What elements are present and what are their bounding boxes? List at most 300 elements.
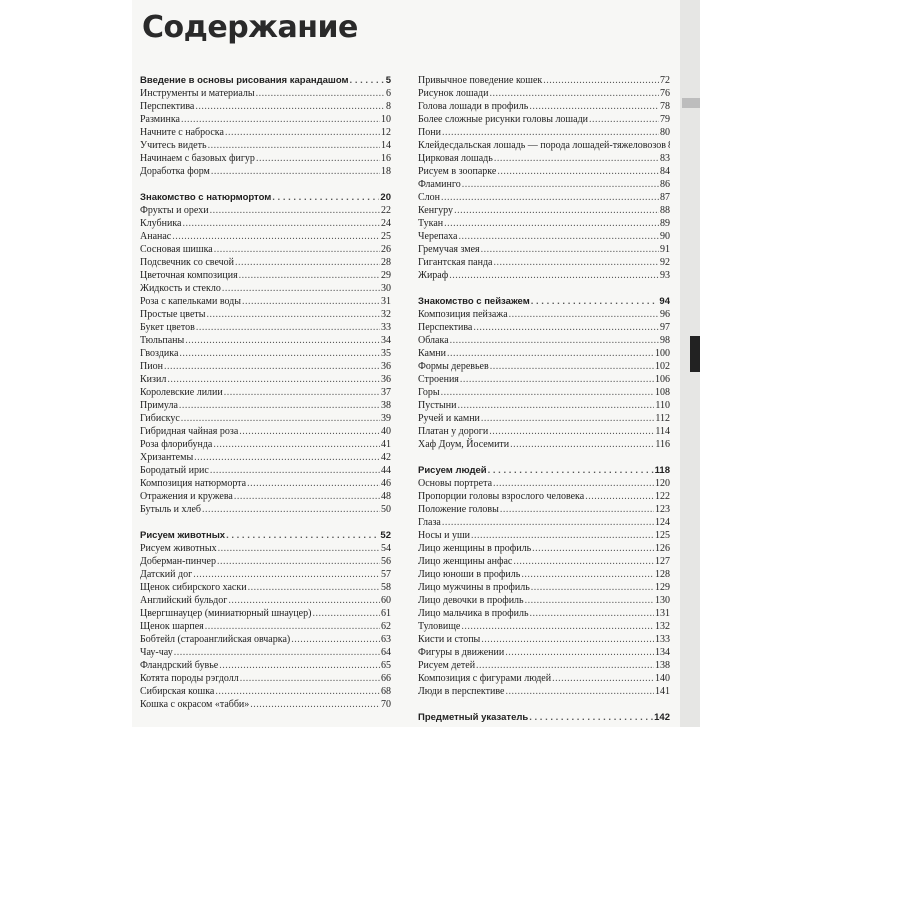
dot-leader [441,386,654,399]
toc-entry-page: 46 [381,478,391,489]
dot-leader [218,542,380,555]
toc-entry-title: Камни [418,348,447,359]
dot-leader [291,633,380,646]
toc-entry-title: Привычное поведение кошек [418,75,543,86]
dot-leader [272,191,379,204]
toc-entry-title: Клубника [140,218,182,229]
dot-leader [181,113,380,126]
toc-entry-title: Букет цветов [140,322,195,333]
toc-entry-title: Жираф [418,270,449,281]
toc-entry-page: 88 [660,205,670,216]
toc-entry-page: 31 [381,296,391,307]
toc-entry-title: Гибискус [140,413,180,424]
dot-leader [505,685,654,698]
toc-entry-page: 22 [381,205,391,216]
toc-entry-title: Лицо мужчины в профиль [418,582,530,593]
dot-leader [211,165,380,178]
toc-entry-page: 29 [381,270,391,281]
toc-entry-page: 24 [381,218,391,229]
dot-leader [164,360,380,373]
dot-leader [225,126,380,139]
dot-leader [471,529,654,542]
dot-leader [213,438,380,451]
toc-entry-title: Подсвечник со свечой [140,257,235,268]
toc-left-column [140,74,391,724]
dot-leader [481,243,659,256]
toc-entry-page: 72 [660,75,670,86]
toc-entry [418,672,670,685]
toc-entry-title: Роза флорибунда [140,439,213,450]
toc-section-heading [140,74,391,87]
dot-leader [460,373,654,386]
toc-entry-title: Отражения и кружева [140,491,233,502]
dot-leader [585,490,654,503]
toc-entry-page: 87 [660,192,670,203]
toc-entry [418,620,670,633]
toc-entry-title: Тюльпаны [140,335,185,346]
toc-entry-title: Цирковая лошадь [418,153,493,164]
toc-entry-title: Кизил [140,374,167,385]
toc-entry [140,347,391,360]
toc-entry-title: Ананас [140,231,172,242]
toc-entry-title: Пустыни [418,400,457,411]
toc-entry-page: 141 [655,686,670,697]
toc-entry [140,334,391,347]
dot-leader [531,295,659,308]
toc-entry-title: Глаза [418,517,441,528]
toc-entry [418,334,670,347]
dot-leader [529,711,653,724]
toc-entry [418,100,670,113]
toc-entry-page: 126 [655,543,670,554]
dot-leader [256,87,385,100]
dot-leader [312,607,380,620]
toc-section [140,191,391,516]
toc-entry-page: 28 [381,257,391,268]
dot-leader [490,360,654,373]
toc-section-heading [140,191,391,204]
toc-entry [140,217,391,230]
dot-leader [525,594,654,607]
toc-entry [140,243,391,256]
toc-entry-title: Бородатый ирис [140,465,209,476]
dot-leader [350,74,385,87]
toc-entry-title: Кисти и стопы [418,634,481,645]
toc-entry-title: Положение головы [418,504,499,515]
toc-entry-title: Лицо женщины в профиль [418,543,532,554]
dot-leader [458,230,659,243]
toc-entry [418,191,670,204]
toc-entry [418,126,670,139]
dot-leader [202,503,380,516]
dot-leader [206,308,380,321]
toc-entry [418,633,670,646]
toc-entry-title: Ручей и камни [418,413,480,424]
dot-leader [234,490,380,503]
toc-entry-page: 131 [655,608,670,619]
toc-entry [140,360,391,373]
toc-entry [418,490,670,503]
toc-entry [140,204,391,217]
dot-leader [196,321,380,334]
toc-entry-title: Знакомство с натюрмортом [140,192,272,203]
toc-entry-title: Люди в перспективе [418,686,505,697]
toc-entry-title: Лицо девочки в профиль [418,595,524,606]
dot-leader [210,464,380,477]
toc-entry-title: Чау-чау [140,647,173,658]
toc-entry-title: Доработка форм [140,166,210,177]
toc-entry-title: Доберман-пинчер [140,556,216,567]
toc-entry-title: Хаф Доум, Йосемити [418,439,510,450]
toc-entry-title: Более сложные рисунки головы лошади [418,114,589,125]
toc-entry [418,503,670,516]
dot-leader [543,74,659,87]
toc-entry-title: Датский дог [140,569,193,580]
toc-entry-title: Английский бульдог [140,595,228,606]
toc-entry [140,698,391,711]
dot-leader [442,516,654,529]
dot-leader [457,399,654,412]
toc-entry-page: 25 [381,231,391,242]
toc-entry-title: Цвергшнауцер (миниатюрный шнауцер) [140,608,312,619]
toc-entry-page: 34 [381,335,391,346]
toc-entry [418,230,670,243]
toc-entry-page: 8 [386,101,391,112]
toc-entry [140,659,391,672]
dot-leader [185,334,380,347]
toc-entry-page: 123 [655,504,670,515]
dot-leader [179,347,380,360]
toc-entry [140,477,391,490]
toc-entry-page: 112 [655,413,670,424]
toc-entry-page [668,139,670,152]
toc-entry-page: 12 [381,127,391,138]
toc-entry [418,516,670,529]
toc-entry [418,347,670,360]
toc-entry [140,542,391,555]
toc-entry-page: 5 [385,75,391,86]
toc-entry-title: Композиция натюрморта [140,478,247,489]
dot-leader [529,100,659,113]
toc-entry-page: 120 [655,478,670,489]
toc-entry [140,256,391,269]
toc-entry [140,282,391,295]
dot-leader [454,204,659,217]
toc-entry-title: Композиция пейзажа [418,309,508,320]
dot-leader [473,321,659,334]
dot-leader [167,373,380,386]
toc-entry-page: 66 [381,673,391,684]
dot-leader [222,282,380,295]
toc-entry-page: 127 [655,556,670,567]
toc-entry-title: Гвоздика [140,348,179,359]
dot-leader [210,204,380,217]
dot-leader [235,256,380,269]
toc-entry-title: Фигуры в движении [418,647,505,658]
toc-entry-title: Жидкость и стекло [140,283,221,294]
dot-leader [442,126,659,139]
toc-entry-page: 110 [655,400,670,411]
toc-entry-page: 68 [381,686,391,697]
dot-leader [505,646,654,659]
toc-entry-page: 93 [660,270,670,281]
toc-entry-page: 83 [660,153,670,164]
toc-entry-page: 37 [381,387,391,398]
toc-entry [418,139,670,152]
toc-entry-page: 18 [381,166,391,177]
toc-entry [140,386,391,399]
dot-leader [481,633,654,646]
toc-entry-page: 138 [655,660,670,671]
toc-entry-page: 76 [660,88,670,99]
dot-leader [449,269,659,282]
toc-entry [140,607,391,620]
dot-leader [205,620,380,633]
toc-entry [418,204,670,217]
dot-leader [181,412,380,425]
toc-entry-title: Знакомство с пейзажем [418,296,530,307]
toc-entry-page: 20 [380,192,391,203]
toc-entry-title: Рисунок лошади [418,88,489,99]
toc-entry-title: Котята породы рэгдолл [140,673,239,684]
toc-entry [140,555,391,568]
toc-entry-page: 44 [381,465,391,476]
dot-leader [447,347,654,360]
toc-entry-page: 10 [381,114,391,125]
toc-entry-title: Рисуем людей [418,465,487,476]
toc-entry-title: Простые цветы [140,309,206,320]
toc-entry-title: Лицо юноши в профиль [418,569,521,580]
toc-entry [418,152,670,165]
toc-entry-title: Щенок шарпея [140,621,204,632]
dot-leader [462,178,659,191]
dot-leader [193,568,380,581]
toc-entry-title: Строения [418,374,459,385]
dot-leader [476,659,654,672]
toc-entry [418,256,670,269]
toc-entry-title: Слон [418,192,441,203]
dot-leader [494,256,660,269]
toc-entry-page: 114 [655,426,670,437]
toc-entry [418,685,670,698]
toc-entry-title: Основы портрета [418,478,493,489]
toc-entry-page: 26 [381,244,391,255]
dot-leader [240,672,380,685]
toc-entry [418,113,670,126]
toc-entry-page: 128 [655,569,670,580]
toc-entry [140,581,391,594]
toc-section [140,529,391,711]
toc-entry [140,685,391,698]
dot-leader [494,152,659,165]
toc-entry-title: Сосновая шишка [140,244,213,255]
page-edge-marker [682,98,700,108]
dot-leader [215,685,380,698]
toc-entry-title: Рисуем детей [418,660,476,671]
toc-entry-title: Пион [140,361,163,372]
toc-entry-title: Рисуем животных [140,530,226,541]
dot-leader [490,87,660,100]
toc-entry [140,100,391,113]
toc-entry [140,425,391,438]
toc-entry-page: 36 [381,361,391,372]
toc-entry-page: 142 [654,712,670,723]
toc-entry [418,360,670,373]
toc-entry [140,412,391,425]
toc-entry-page: 62 [381,621,391,632]
dot-leader [219,659,380,672]
dot-leader [194,451,380,464]
toc-entry-page: 89 [660,218,670,229]
toc-entry-title: Разминка [140,114,180,125]
toc-entry-title: Бобтейл (староанглийская овчарка) [140,634,291,645]
toc-entry-title: Тукан [418,218,444,229]
toc-entry-page: 40 [381,426,391,437]
toc-entry-page: 90 [660,231,670,242]
toc-entry-title: Гигантская панда [418,257,493,268]
toc-entry [140,399,391,412]
toc-entry-page: 116 [655,439,670,450]
toc-section-heading [140,529,391,542]
dot-leader [481,412,654,425]
toc-entry-page: 60 [381,595,391,606]
toc-entry-title: Перспектива [140,101,195,112]
toc-entry-page: 96 [660,309,670,320]
toc-entry-page: 32 [381,309,391,320]
toc-entry [418,438,670,451]
toc-entry-page: 118 [654,465,670,476]
toc-entry-page: 140 [655,673,670,684]
toc-entry-title: Бутыль и хлеб [140,504,202,515]
dot-leader [532,542,654,555]
toc-entry-page: 102 [655,361,670,372]
toc-section [418,711,670,724]
toc-entry [140,672,391,685]
toc-entry-page: 6 [386,88,391,99]
dot-leader [509,308,659,321]
toc-entry-title: Цветочная композиция [140,270,238,281]
toc-section-heading [418,711,670,724]
toc-entry-page: 84 [660,166,670,177]
toc-entry [418,568,670,581]
dot-leader [242,295,380,308]
toc-entry-title: Фландрский бувье [140,660,219,671]
toc-entry-page: 125 [655,530,670,541]
toc-entry [140,230,391,243]
dot-leader [510,438,654,451]
toc-entry-page: 106 [655,374,670,385]
toc-entry [140,633,391,646]
dot-leader [182,217,380,230]
dot-leader [589,113,659,126]
toc-entry [418,217,670,230]
toc-entry-page: 14 [381,140,391,151]
toc-entry [418,87,670,100]
toc-section [418,74,670,282]
toc-entry [140,373,391,386]
toc-entry [418,477,670,490]
toc-entry [418,412,670,425]
toc-entry [418,165,670,178]
toc-entry-title: Гибридная чайная роза [140,426,239,437]
toc-entry [418,308,670,321]
toc-entry [418,178,670,191]
toc-entry-page: 132 [655,621,670,632]
toc-entry-page: 108 [655,387,670,398]
toc-entry-title: Перспектива [418,322,473,333]
toc-entry [418,529,670,542]
toc-section-heading [418,295,670,308]
dot-leader [531,581,654,594]
toc-entry [418,243,670,256]
dot-leader [248,581,380,594]
toc-entry-page: 94 [659,296,670,307]
toc-section-heading [418,464,670,477]
toc-entry-title: Лицо женщины анфас [418,556,513,567]
toc-entry-page: 80 [660,127,670,138]
toc-entry-title: Черепаха [418,231,458,242]
toc-entry [140,490,391,503]
toc-entry-title: Лицо мальчика в профиль [418,608,529,619]
toc-entry [418,594,670,607]
toc-entry [418,646,670,659]
toc-entry-title: Сибирская кошка [140,686,215,697]
toc-entry-page: 122 [655,491,670,502]
toc-entry-page: 33 [381,322,391,333]
toc-entry-page: 16 [381,153,391,164]
toc-entry-page: 100 [655,348,670,359]
toc-entry [418,555,670,568]
toc-entry-page: 79 [660,114,670,125]
dot-leader [174,646,380,659]
toc-entry-title: Начните с наброска [140,127,224,138]
toc-entry [418,607,670,620]
toc-entry [140,620,391,633]
dot-leader [530,607,654,620]
toc-entry [418,373,670,386]
toc-entry-title: Кошка с окрасом «табби» [140,699,250,710]
toc-entry-page: 50 [381,504,391,515]
dot-leader [250,698,380,711]
toc-entry [418,581,670,594]
toc-entry-title: Рисуем в зоопарке [418,166,497,177]
toc-entry-page: 134 [655,647,670,658]
toc-entry-title: Платан у дороги [418,426,489,437]
toc-entry-title: Носы и уши [418,530,471,541]
toc-entry-title: Введение в основы рисования карандашом [140,75,349,86]
dot-leader [226,529,379,542]
toc-entry [140,568,391,581]
toc-entry-title: Щенок сибирского хаски [140,582,247,593]
dot-leader [179,399,380,412]
toc-entry [140,87,391,100]
toc-entry-title: Инструменты и материалы [140,88,255,99]
toc-section [418,295,670,451]
toc-entry [140,308,391,321]
dot-leader [493,477,654,490]
toc-entry [140,464,391,477]
dot-leader [513,555,654,568]
toc-entry [418,425,670,438]
chapter-tab-marker [690,336,700,372]
toc-entry-title: Клейдесдальская лошадь — порода лошадей-тяжеловозов [418,140,667,151]
toc-entry [418,399,670,412]
dot-leader [444,217,659,230]
toc-entry-title: Фламинго [418,179,461,190]
toc-entry-title: Облака [418,335,449,346]
toc-entry-title: Учитесь видеть [140,140,207,151]
toc-entry-title: Пропорции головы взрослого человека [418,491,585,502]
